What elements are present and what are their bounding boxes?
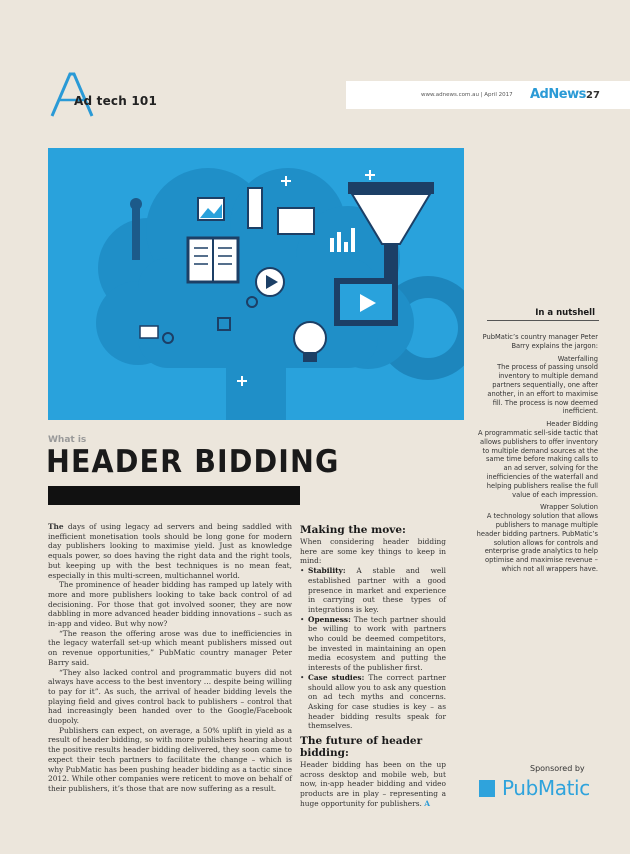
article-column-1	[48, 522, 292, 794]
title-bar	[48, 486, 300, 505]
paragraph: “The reason the offering arose was due to inefficiencies in the legacy waterfall set-up which meant publishers missed out on revenue opportunities,” PubMatic country manager Peter Barry said.	[48, 628, 292, 667]
paragraph: The prominence of header bidding has ramped up lately with more and more publishers looking to take back control of ad decisioning. For those that got involved sooner, they are now dabbling in more advanced header bidding innovations – such as in-app and video. But why now?	[48, 580, 292, 629]
rocket-icon	[132, 208, 140, 260]
list-item: • Case studies: The correct partner should allow you to ask any question on ad tech myths and concerns. Asking for case studies is key – as header bidding results speak for themselves.	[300, 673, 446, 731]
article-column-2	[300, 524, 446, 809]
article-title: HEADER BIDDING	[46, 444, 340, 480]
section-label: Ad tech 101	[74, 94, 158, 108]
video-play-icon	[334, 278, 398, 326]
sponsored-by-label: Sponsored by	[530, 764, 585, 773]
glossary-term: Waterfalling	[557, 354, 598, 363]
paragraph: Publishers can expect, on average, a 50% uplift in yield as a result of header bidding, so with more publishers hearing about the positive results header bidding delivered, they soon came to expect their tech partners to facilitate the change – which is why PubMatic has been pushing header bidding as a tactic since 2012. While other companies were reticent to move on behalf of their publishers, it’s those that are now suffering as a result.	[48, 725, 292, 793]
article-kicker: What is	[48, 435, 87, 445]
paragraph: “They also lacked control and programmatic buyers did not always have access to the best inventory … despite being willing to pay for it”. As such, the arrival of header bidding levels the playing field and gives control back to publishers – control that had increasingly been handed over to the Google/Facebook duopoly.	[48, 667, 292, 726]
subheading-making-the-move: Making the move:	[300, 524, 406, 536]
pubmatic-logo-icon	[479, 780, 495, 797]
list-item: • Openness: The tech partner should be willing to work with partners who could be deemed competitors, be invested in maintaining an open media ecosystem and putting the interests of the publisher first.	[300, 615, 446, 673]
running-head-url: www.adnews.com.au | April 2017	[421, 92, 513, 98]
glossary-definition: The process of passing unsold inventory to multiple demand partners sequentially, one after another, in an effort to maximise fill. The process is now deemed inefficient.	[487, 363, 598, 416]
glossary-definition: A technology solution that allows publishers to manage multiple header bidding partners. PubMatic’s solution allows for controls and enterprise grade analytics to help optimise and maximise revenue – which not all wrappers have.	[476, 512, 598, 573]
envelope-icon	[140, 326, 158, 338]
sidebar-glossary	[476, 333, 598, 574]
sidebar-intro: PubMatic’s country manager Peter Barry explains the jargon:	[482, 333, 598, 350]
sidebar-rule	[487, 320, 599, 321]
paragraph: When considering header bidding here are some key things to keep in mind:	[300, 537, 446, 566]
pencil-icon	[248, 188, 262, 228]
page-number: 27	[586, 90, 600, 101]
glossary-term: Wrapper Solution	[540, 503, 598, 512]
glossary-term: Header Bidding	[546, 420, 598, 429]
header-bidding-illustration	[48, 148, 464, 420]
paragraph: Header bidding has been on the up across desktop and mobile web, but now, in-app header bidding and video products are in play – representing a huge opportunity for publishers. A	[300, 760, 446, 808]
paragraph: The days of using legacy ad servers and being saddled with inefficient monetisation tools should be long gone for modern day publishers looking to maximise yield. Just as knowledge equals power, so does having the right data and the right tools, but keeping up with the best techniques is no mean feat, especially in this multi-screen, multichannel world.	[48, 522, 292, 580]
publication-brand: AdNews	[530, 87, 586, 102]
end-mark: A	[424, 798, 430, 808]
document-icon	[278, 208, 314, 234]
sidebar-title: In a nutshell	[535, 308, 595, 318]
glossary-definition: A programmatic sell-side tactic that allows publishers to offer inventory to multiple demand sources at the same time before making calls to an ad server, solving for the inefficiencies of the waterfall and helping publishers realise the full value of each impression.	[478, 428, 598, 499]
book-icon	[188, 238, 238, 282]
key-things-list	[300, 566, 446, 731]
sponsor-name: PubMatic	[502, 776, 590, 800]
list-item: • Stability: A stable and well established partner with a good presence in market and experience in carrying out these types of integrations is key.	[300, 566, 446, 615]
cloud-illustration	[48, 148, 464, 420]
subheading-future: The future of header bidding:	[300, 735, 423, 760]
